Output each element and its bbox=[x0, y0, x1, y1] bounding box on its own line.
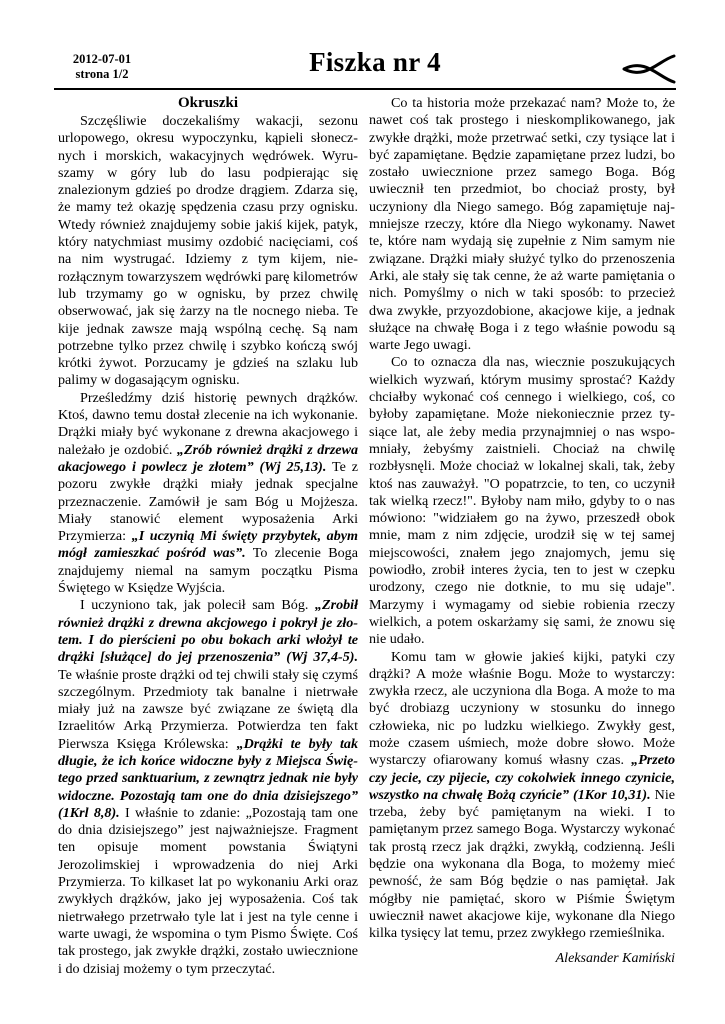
scripture-quote: „I uczynią Mi święty przybytek, abym mógł zamieszkać pośród was”. bbox=[58, 528, 358, 562]
issue-meta bbox=[58, 52, 146, 82]
paragraph bbox=[369, 649, 675, 943]
paragraph-text: I właśnie to zdanie: „Pozostają tam one do dnia dzisiejszego” jest najważniejsze. Fragment ten opisuje moment powstania Świątyni Jerozolimskiej i wprowadzenia do niej Arki Przymierza. To kilkaset lat po wykonaniu Arki oraz zwykłych drążków, jako jej wyposażenia. Coś tak nietrwałego przetrwało tyle lat i jest na tyle cenne i warte uwagi, że wspomina o tym Pismo Święte. Coś tak prostego, jak zwykłe drążki, zostało uwiecznione i do dzisiaj możemy o tym przeczytać. bbox=[58, 804, 358, 977]
paragraph bbox=[58, 597, 358, 978]
paragraph-text: Te właśnie proste drążki od tej chwili stały się czymś szczególnym. Przedmioty tak banalne i nietrwałe miały już na zawsze być związane ze świętą dla Izraelitów Arką Przymierza. Potwierdza ten fakt Pierwsza Księga Królewska: bbox=[58, 666, 358, 752]
paragraph-text: Te z pozoru zwykłe drążki miały jednak specjalne przeznaczenie. Zamówił je sam Bóg u Mojżesza. Miały stanowić element wyposażenia Arki Przymierza: bbox=[58, 458, 358, 545]
page-header bbox=[0, 0, 725, 96]
column-left bbox=[58, 92, 358, 978]
paragraph-text: Komu tam w głowie jakieś kijki, patyki czy drążki? A może właśnie Bogu. Może to wystarczy: zwykła rzecz, ale uczyniona dla Boga. A może to ma być drobiazg uczyniony w stosunku do innego człowieka, nic po ludzku wielkiego. Zwykły gest, może czasem uśmiech, może dobre słowo. Może wystarczy ofiarowany komuś własny czas. bbox=[369, 648, 675, 769]
scripture-quote: „Zrób również drążki z drzewa akacjowego i powlecz je złotem” (Wj 25,13). bbox=[58, 441, 359, 475]
issue-date: 2012-07-01 bbox=[72, 52, 132, 66]
scripture-quote: „Przeto czy jecie, czy pijecie, czy cokolwiek innego czynicie, wszystko na chwałę Bożą czyńcie” (1Kor 10,31). bbox=[369, 752, 675, 803]
paragraph-text: Prześledźmy dziś historię pewnych drążków. Ktoś, dawno temu dostał zlecenie na ich wykonanie. Drążki miały być wykonane z drewna akacjowego i należało je ozdobić. bbox=[58, 389, 358, 458]
paragraph-text: Nie trzeba, żeby być pamiętanym na wieki. I to pamiętanym przez samego Boga. Wystarczy wykonać tak prostą rzecz jak drążki, zwykłą, codzienną. Jeśli będzie ona wykonana dla Boga, to możemy mieć pewność, że sam Bóg będzie o nas pamiętał. Jak mógłby nie pamiętać, skoro w Piśmie Świętym uwiecznił nawet akacjowe kije, wykonane dla Niego kilka tysięcy lat temu, przez zwykłego rzemieślnika. bbox=[369, 786, 675, 942]
paragraph-text: To zlecenie Boga znajdujemy niemal na samym początku Pisma Świętego w Księdze Wyjścia. bbox=[58, 545, 358, 597]
paragraph-text: Co ta historia może przekazać nam? Może to, że nawet coś tak prostego i nieskomplikowanego, jak zwykłe drążki, może przetrwać setki, czy tysiące lat i być zapamiętane. Będzie zapamiętane przez ludzi, bo zostało uwiecznione przez samego Boga. Bóg uwiecznił ten przedmiot, bo chociaż prosty, był uczyniony dla Niego samego. Bóg zapamiętuje najmniejsze rzeczy, które dla Niego wykonamy. Nawet te, które nam wydają się zupełnie z Nim samym nie związane. Drążki miały służyć tylko do przenoszenia Arki, ale stały się tak cenne, że aż warte pamiętania o nich. Pomyślmy o nich w taki sposób: to przecież dwa zwykłe, przyozdobione, akacjowe kije, a jednak służące na chwałę Boga i z tego właśnie powodu są warte Jego uwagi. bbox=[369, 95, 675, 354]
scripture-quote: „Zrobił również drążki z drewna akcjowego i pokrył je złotem. I do pierścieni po obu bokach arki włożył te drążki [służące] do jej przenoszenia” (Wj 37,4-5). bbox=[58, 597, 358, 666]
scripture-quote: „Drążki te były tak długie, że ich końce widoczne były z Miejsca Świętego przed sanktuarium, z zewnątrz jednak nie były widoczne. Pozostają tam one do dnia dzisiejszego” (1Krl 8,8). bbox=[58, 735, 358, 821]
paragraph bbox=[369, 354, 675, 648]
header-divider bbox=[54, 88, 676, 90]
paragraph-text: Co to oznacza dla nas, wiecznie poszukujących wielkich wyzwań, którym musimy sprostać? Każdy chciałby wykonać coś cennego i wielkiego, coś, co byłoby zapamiętane. Może niekoniecznie przez tysiące lat, ale żeby media przynajmniej o nas wspomniały, żebyśmy zaistnieli. Chociaż na chwilę rozbłysnęli. Może chociaż w lokalnej skali, tak, żeby ktoś nas zauważył. "O popatrzcie, to ten, co uczynił tak wielką rzecz!". Byłoby nam miło, gdyby to o nas mówiono: "widziałem go na żywo, przeszedł obok mnie, mam z nim zdjęcie, urodził się w tej samej miejscowości, znałem jego znajomych, jemu się powiodło, zrobił interes życia, ten to jest w czepku urodzony, czego nie dotknie, to mu się udaje". Marzymy i wymagamy od siebie robienia rzeczy wielkich, a potem oskarżamy się sami, że znowu się nie udało. bbox=[369, 354, 675, 648]
paragraph-text: I uczyniono tak, jak polecił sam Bóg. bbox=[80, 597, 315, 614]
ichthys-fish-icon bbox=[618, 53, 676, 85]
author-signature: Aleksander Kamiński bbox=[555, 951, 675, 966]
paragraph-text: Szczęśliwie doczekaliśmy wakacji, sezonu urlopowego, okresu wypoczynku, kąpieli słonecznych i morskich, wakacyjnych wędrówek. Wyruszamy w góry lub do lasu podpierając się znalezionym gdzieś po drodze drągiem. Zdarza się, że mamy też okazję spędzenia czasu przy ognisku. Wtedy również znajdujemy sobie jakiś kijek, patyk, który natychmiast musimy ozdobić nacięciami, coś na nim wystrugać. Idziemy z tym kijem, nierozłącznym towarzyszem wędrówki parę kilometrów lub trzymamy go w ognisku, by przez chwilę obserwować, jak się żarzy na tle nocnego nieba. Te kije jednak zawsze mają wspólną cechę. Są nam potrzebne tylko przez chwilę i szybko kończą swój krótki żywot. Porzucamy je gdzieś na szlaku lub palimy w dogasającym ognisku. bbox=[58, 113, 358, 389]
paragraph bbox=[58, 390, 358, 598]
page-number: strona 1/2 bbox=[75, 67, 129, 81]
paragraph bbox=[369, 95, 675, 354]
page-title: Fiszka nr 4 bbox=[309, 47, 441, 77]
paragraph bbox=[58, 113, 358, 390]
column-right bbox=[369, 95, 675, 943]
article-heading: Okruszki bbox=[177, 95, 238, 111]
